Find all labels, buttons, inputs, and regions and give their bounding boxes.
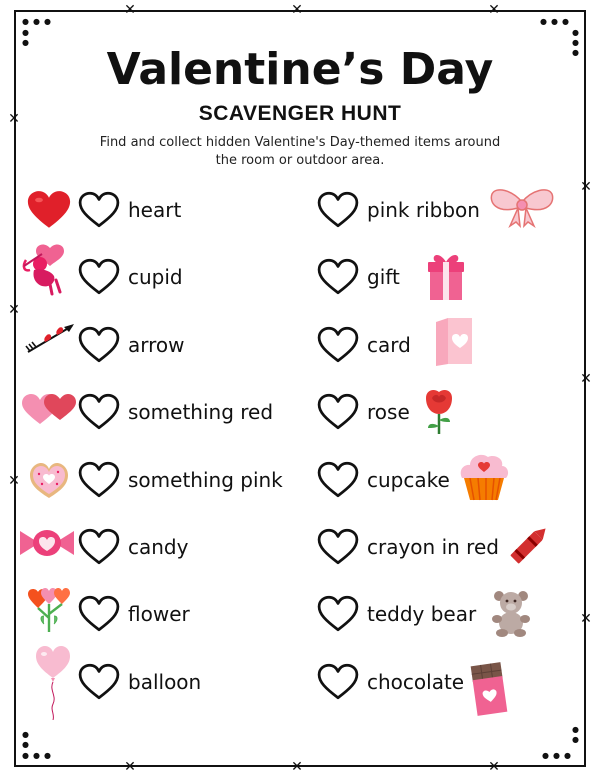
ribbon-icon <box>488 184 556 228</box>
checklist-item-cupcake[interactable] <box>317 455 450 505</box>
checkbox-heart-icon[interactable] <box>78 595 120 633</box>
checkbox-heart-icon[interactable] <box>78 258 120 296</box>
checkbox-heart-icon[interactable] <box>78 663 120 701</box>
checklist-item-pink-ribbon[interactable] <box>317 185 480 235</box>
page-title: Valentine’s Day <box>106 44 494 95</box>
checkbox-heart-icon[interactable] <box>317 595 359 633</box>
border-cross-mark: ✕ <box>8 111 20 127</box>
item-label: rose <box>367 400 410 424</box>
item-label: pink ribbon <box>367 198 480 222</box>
item-label: arrow <box>128 333 185 357</box>
border-cross-mark: ✕ <box>291 2 303 18</box>
border-cross-mark: ✕ <box>488 759 500 775</box>
page-subtitle: SCAVENGER HUNT <box>198 102 402 125</box>
two-hearts-icon <box>20 390 78 428</box>
checklist-item-teddy-bear[interactable] <box>317 589 476 639</box>
checkbox-heart-icon[interactable] <box>317 461 359 499</box>
checklist-item-cupid[interactable] <box>78 252 183 302</box>
checkbox-heart-icon[interactable] <box>317 663 359 701</box>
checklist-item-flower[interactable] <box>78 589 190 639</box>
checkbox-heart-icon[interactable] <box>78 461 120 499</box>
cupid-icon <box>20 240 76 296</box>
border-cross-mark: ✕ <box>8 473 20 489</box>
balloon-icon <box>34 644 72 720</box>
teddy-bear-icon <box>488 588 534 638</box>
border-cross-mark: ✕ <box>580 179 592 195</box>
checklist-item-crayon-in-red[interactable] <box>317 522 499 572</box>
checkbox-heart-icon[interactable] <box>317 326 359 364</box>
corner-dots-top-right: ●●● <box>540 17 573 26</box>
crayon-icon <box>506 520 554 568</box>
item-label: flower <box>128 602 190 626</box>
item-label: cupcake <box>367 468 450 492</box>
checkbox-heart-icon[interactable] <box>317 258 359 296</box>
corner-dots-bottom-right: ● ● <box>572 725 579 744</box>
checklist-item-heart[interactable] <box>78 185 181 235</box>
item-label: candy <box>128 535 189 559</box>
checklist-item-balloon[interactable] <box>78 657 201 707</box>
corner-dots-right: ● ● ● <box>572 28 579 57</box>
corner-dots-top-left: ●●● <box>22 17 55 26</box>
checklist-item-something-red[interactable] <box>78 387 273 437</box>
corner-dots-bottom-left: ● ● <box>22 730 29 749</box>
item-label: card <box>367 333 411 357</box>
corner-dots-bottom-right-row: ●●● <box>542 751 575 760</box>
item-label: balloon <box>128 670 202 694</box>
item-label: something red <box>128 400 274 424</box>
checkbox-heart-icon[interactable] <box>78 393 120 431</box>
item-label: crayon in red <box>367 535 499 559</box>
border-cross-mark: ✕ <box>580 371 592 387</box>
border-cross-mark: ✕ <box>124 2 136 18</box>
arrow-icon <box>22 318 80 358</box>
donut-icon <box>28 460 70 502</box>
item-label: chocolate <box>367 670 465 694</box>
checkbox-heart-icon[interactable] <box>78 191 120 229</box>
border-cross-mark: ✕ <box>488 2 500 18</box>
corner-dots-left: ● ● <box>22 28 29 47</box>
border-cross-mark: ✕ <box>580 611 592 627</box>
checkbox-heart-icon[interactable] <box>78 528 120 566</box>
rose-icon <box>418 386 460 436</box>
red-heart-icon <box>26 190 72 230</box>
checkbox-heart-icon[interactable] <box>317 393 359 431</box>
border-cross-mark: ✕ <box>124 759 136 775</box>
checklist-item-arrow[interactable] <box>78 320 185 370</box>
corner-dots-bottom-left-row: ●●● <box>22 751 55 760</box>
instructions: Find and collect hidden Valentine's Day-themed items around the room or outdoor area. <box>99 135 501 168</box>
checklist-item-something-pink[interactable] <box>78 455 283 505</box>
checklist-item-card[interactable] <box>317 320 411 370</box>
checklist-item-gift[interactable] <box>317 252 400 302</box>
checkbox-heart-icon[interactable] <box>78 326 120 364</box>
border-cross-mark: ✕ <box>8 302 20 318</box>
checkbox-heart-icon[interactable] <box>317 191 359 229</box>
item-label: gift <box>367 265 400 289</box>
checkbox-heart-icon[interactable] <box>317 528 359 566</box>
item-label: cupid <box>128 265 183 289</box>
item-label: teddy bear <box>367 602 477 626</box>
gift-icon <box>424 250 468 302</box>
card-icon <box>434 316 474 368</box>
chocolate-icon <box>468 660 510 718</box>
checklist-item-candy[interactable] <box>78 522 188 572</box>
item-label: something pink <box>128 468 283 492</box>
candy-icon <box>18 527 76 559</box>
border-cross-mark: ✕ <box>291 759 303 775</box>
item-label: heart <box>128 198 182 222</box>
flower-icon <box>24 578 74 634</box>
cupcake-icon <box>456 448 512 504</box>
checklist-item-chocolate[interactable] <box>317 657 464 707</box>
checklist-item-rose[interactable] <box>317 387 410 437</box>
